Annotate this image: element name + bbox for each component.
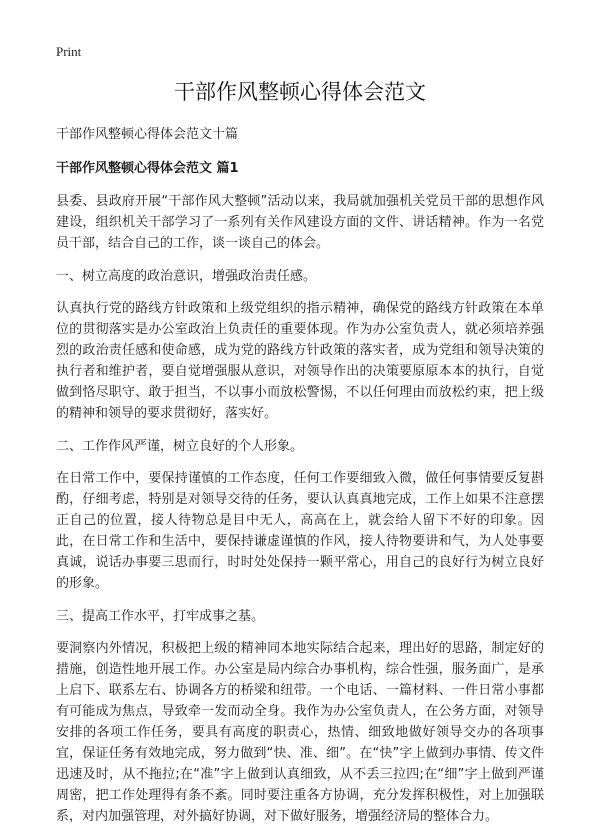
subtitle: 干部作风整顿心得体会范文十篇 <box>56 127 239 142</box>
body-paragraph-3: 要洞察内外情况，积极把上级的精神同本地实际结合起来，理出好的思路，制定好的措施，创造性地开展工作。办公室是局内综合办事机构，综合性强，服务面广，是承上启下、联系左右、协调各方的桥梁和纽带。一个电话、一篇材料、一件日常小事都有可能成为焦点，导致牵一发而动全身。我作为办公室负责人，在公务方面，对领导安排的各项工作任务，要具有高度的职责心，热情、细致地做好领导交办的各项事宜，保证任务有效地完成，努力做到“快、准、细”。在“快”字上做到办事情、传文件迅速及时，从不拖拉;在“准”字上做到认真细致，从不丢三拉四;在“细”字上做到严谨周密，把工作处理得有条不紊。同时要注重各方协调，充分发挥积极性，对上加强联系，对内加强管理，对外搞好协调，对下做好服务，增强经济局的整体合力。 <box>56 641 544 824</box>
section-heading-1: 一、树立高度的政治意识，增强政治责任感。 <box>56 269 317 284</box>
print-link[interactable]: Print <box>56 44 82 59</box>
section-heading-2: 二、工作作风严谨，树立良好的个人形象。 <box>56 439 304 454</box>
intro-paragraph: 县委、县政府开展“干部作风大整顿”活动以来，我局就加强机关党员干部的思想作风建设，组织机关干部学习了一系列有关作风建设方面的文件、讲话精神。作为一名党员干部，结合自己的工作，谈一谈自己的体会。 <box>56 194 544 251</box>
body-paragraph-1: 认真执行党的路线方针政策和上级党组织的指示精神，确保党的路线方针政策在本单位的贯彻落实是办公室政治上负责任的重要体现。作为办公室负责人，就必须培养强烈的政治责任感和使命感，成为党的路线方针政策的落实者，成为党组和领导决策的执行者和维护者，要自觉增强服从意识，对领导作出的决策要原原本本的执行，自觉做到恪尽职守、敢于担当，不以事小而放松警惕，不以任何理由而放松约束，把上级的精神和领导的要求贯彻好，落实好。 <box>56 301 544 421</box>
section-heading-3: 三、提高工作水平，打牢成事之基。 <box>56 609 265 624</box>
page-title: 干部作风整顿心得体会范文 <box>174 80 426 104</box>
body-paragraph-2: 在日常工作中，要保持谨慎的工作态度，任何工作要细致入微，做任何事情要反复斟酌，仔细考虑，特别是对领导交待的任务，要认认真真地完成，工作上如果不注意摆正自己的位置，接人待物总是目中无人，高高在上，就会给人留下不好的印象。因此，在日常工作和生活中，要保持谦虚谨慎的作风，接人待物要讲和气，为人处事要真诚，说话办事要三思而行，时时处处保持一颗平常心，用自己的良好行为树立良好的形象。 <box>56 471 544 591</box>
article-heading: 干部作风整顿心得体会范文 篇1 <box>56 161 239 176</box>
